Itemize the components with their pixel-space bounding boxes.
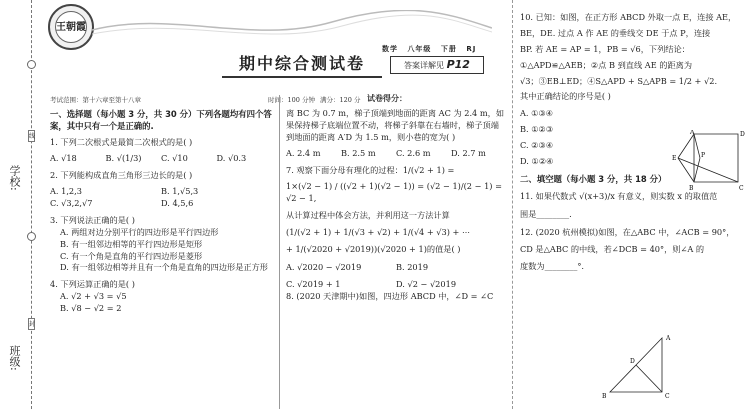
- column-middle: [286, 108, 506, 303]
- option-a: A. √18: [50, 153, 77, 164]
- question-10-line: 其中正确结论的序号是( ): [520, 91, 611, 102]
- edition-grade: 八年级: [407, 45, 432, 53]
- option-b: B. √(1/3): [105, 153, 142, 164]
- option-d: D. ①②④: [520, 156, 554, 167]
- binding-strip: [0, 0, 40, 409]
- option-d: D. 有一组邻边相等并且有一个角是直角的四边形是正方形: [60, 262, 268, 273]
- section-fill-heading: 二、填空题（每小题 3 分，共 18 分）: [520, 173, 667, 184]
- question-7-line: 从计算过程中体会方法，并利用这一方法计算: [286, 210, 450, 221]
- question-1: [50, 137, 272, 165]
- figure-label: D: [630, 358, 635, 365]
- question-10-line: √3；③EB⊥ED；④S△APD + S△APB = 1/2 + √2.: [520, 75, 718, 86]
- option-d: D. 4,5,6: [161, 197, 194, 208]
- option-a: A. ①③④: [520, 108, 554, 119]
- binding-hole: [27, 60, 36, 69]
- question-stem: 1. 下列二次根式是最简二次根式的是( ): [50, 137, 193, 148]
- question-stem: 2. 下列能构成直角三角形三边长的是( ): [50, 170, 193, 181]
- figure-label: D: [740, 131, 745, 138]
- question-11-line: 围是________.: [520, 208, 572, 219]
- brand-logo: [48, 4, 94, 50]
- figure-label: A: [690, 130, 695, 136]
- class-label: 班级:: [8, 345, 21, 371]
- edition-subject: 数学: [382, 45, 398, 53]
- option-b: B. 1,√5,3: [161, 186, 199, 197]
- question-6-options: [286, 148, 506, 160]
- page-divider: [512, 0, 513, 409]
- question-10-line: 10. 已知：如图，在正方形 ABCD 外取一点 E，连接 AE，: [520, 12, 737, 22]
- answer-prefix: 答案详解见: [404, 61, 445, 70]
- option-b: B. 2.5 m: [341, 147, 376, 158]
- question-10-line: BE，DE. 过点 A 作 AE 的垂线交 DE 于点 P，连接: [520, 27, 711, 38]
- option-b: B. 2019: [396, 261, 429, 272]
- section-choice-heading: 一、选择题（每小题 3 分，共 30 分）下列各题均有四个答案，其中只有一个是正确的.: [50, 109, 272, 132]
- binding-hole: [27, 232, 36, 241]
- option-d: D. √0.3: [216, 153, 247, 164]
- option-c: C. 2.6 m: [396, 147, 431, 158]
- question-options: [50, 186, 272, 210]
- question-12-line: 12. (2020 杭州模拟)如图，在△ABC 中，∠ACB = 90°，: [520, 226, 735, 237]
- figure-label: B: [689, 185, 694, 192]
- exam-time: 时间：100 分钟: [268, 96, 315, 104]
- option-c: C. 有一个角是直角的平行四边形是菱形: [60, 250, 203, 261]
- question-stem: 3. 下列说法正确的是( ): [50, 214, 135, 225]
- question-options: [50, 153, 272, 165]
- seal-mark-top: 线: [28, 130, 35, 142]
- option-d: D. 2.7 m: [451, 147, 486, 158]
- answer-reference: [390, 56, 484, 74]
- edition-version: RJ: [466, 45, 477, 53]
- question-10-line: ①△APD≌△AEB；②点 B 到直线 AE 的距离为: [520, 59, 693, 70]
- figure-label: P: [701, 152, 706, 159]
- option-a: A. 两组对边分别平行的四边形是平行四边形: [60, 226, 219, 237]
- question-12-line: CD 是△ABC 的中线，若∠DCB = 40°，则∠A 的: [520, 243, 705, 254]
- question-10-line: BP. 若 AE = AP = 1，PB = √6，下列结论：: [520, 43, 690, 54]
- question-2: [50, 170, 272, 210]
- option-b: B. 有一组邻边相等的平行四边形是矩形: [60, 238, 203, 249]
- score-label: 试卷得分：: [367, 94, 407, 103]
- figure-label: C: [739, 185, 744, 192]
- question-7-line: + 1/(√2020 + √2019))(√2020 + 1)的值是( ): [286, 244, 461, 255]
- option-b: B. √8 − √2 = 2: [60, 303, 122, 314]
- option-a: A. 2.4 m: [286, 147, 321, 158]
- option-a: A. 1,2,3: [50, 186, 82, 197]
- question-3: [50, 215, 272, 274]
- logo-text: 王朝霞: [55, 11, 87, 43]
- ribbon-decoration: [92, 10, 492, 40]
- column-divider: [279, 95, 280, 409]
- page-header: [42, 0, 502, 88]
- figure-label: C: [665, 393, 670, 400]
- option-a: A. √2 + √3 = √5: [60, 291, 127, 302]
- square-figure: [672, 130, 750, 192]
- edition-info: [382, 44, 482, 54]
- question-11-line: 11. 如果代数式 √(x+3)/x 有意义，则实数 x 的取值范: [520, 191, 718, 202]
- exam-points: 满分：120 分: [320, 96, 361, 104]
- question-4: [50, 279, 272, 315]
- figure-label: B: [602, 393, 607, 400]
- triangle-figure: [600, 330, 680, 405]
- question-12-line: 度数为________°.: [520, 260, 585, 271]
- exam-scope: 考试范围：第十六章至第十八章: [50, 96, 141, 104]
- option-c: C. √10: [161, 153, 188, 164]
- option-a: A. √2020 − √2019: [286, 261, 362, 272]
- option-d: D. √2 − √2019: [396, 278, 457, 289]
- school-label: 学校:: [8, 165, 21, 191]
- option-c: C. √2019 + 1: [286, 278, 341, 289]
- question-stem: 4. 下列运算正确的是( ): [50, 279, 135, 290]
- question-6-continued: 离 BC 为 0.7 m，梯子顶端到地面的距离 AC 为 2.4 m，如果保持梯子底端位置不动，将梯子斜靠在右墙时，梯子顶端到地面的距离 A′D 为 1.5 m，则小巷的宽为( ): [286, 108, 505, 142]
- question-8: 8. (2020 天津期中)如图，四边形 ABCD 中，∠D = ∠C: [286, 290, 494, 301]
- option-c: C. ②③④: [520, 140, 554, 151]
- question-7: [286, 165, 506, 291]
- edition-volume: 下册: [440, 45, 457, 53]
- option-b: B. ①②③: [520, 124, 554, 135]
- question-7-line: (1/(√2 + 1) + 1/(√3 + √2) + 1/(√4 + √3) + ⋯: [286, 227, 471, 238]
- column-left: [50, 108, 272, 315]
- question-7-options: [286, 262, 506, 291]
- figure-label: A: [666, 335, 671, 342]
- question-7-line: 7. 观察下面分母有理化的过程：1/(√2 + 1) =: [286, 164, 455, 175]
- figure-label: E: [672, 155, 677, 162]
- page-title: 期中综合测试卷: [222, 52, 382, 78]
- question-7-line: 1×(√2 − 1) / ((√2 + 1)(√2 − 1)) = (√2 − 1)/(2 − 1) = √2 − 1,: [286, 181, 502, 204]
- answer-page: P12: [446, 58, 470, 71]
- seal-mark-bottom: 封: [28, 318, 35, 330]
- option-c: C. √3,2,√7: [50, 197, 93, 208]
